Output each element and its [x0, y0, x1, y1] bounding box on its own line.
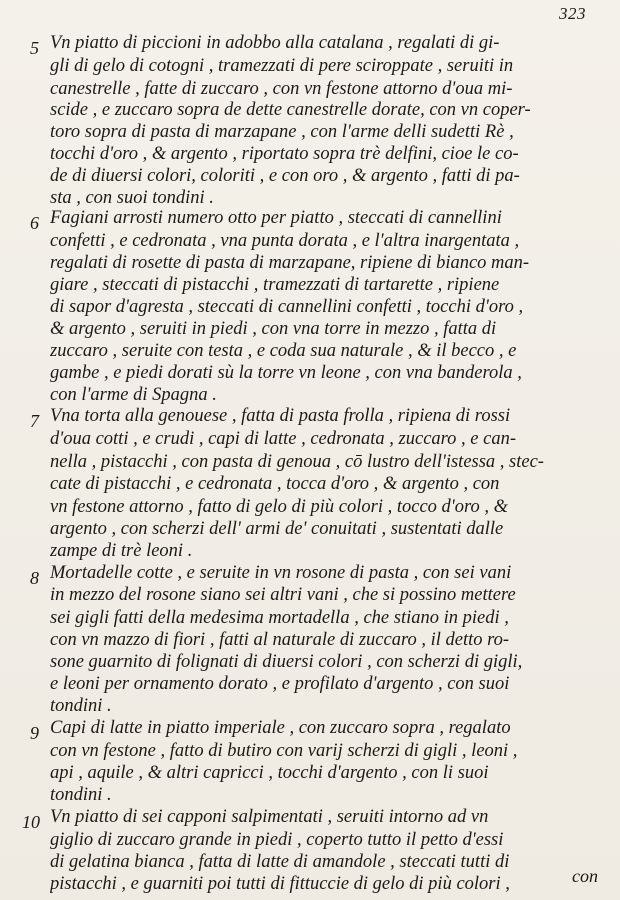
entry-text-line: sta , con suoi tondini . — [50, 188, 214, 208]
entry-text-line: di sapor d'agresta , steccati di cannellini confetti , tocchi d'oro , — [50, 297, 524, 317]
entry-number: 9 — [30, 723, 39, 743]
entry-text-line: confetti , e cedronata , vna punta dorata , e l'altra inargentata , — [50, 231, 520, 251]
entry-text-line: tondini . — [50, 785, 112, 805]
entry-text-line: zuccaro , seruite con testa , e coda sua naturale , & il becco , e — [50, 341, 517, 361]
entry-text-line: sone guarnito di folignati di diuersi colori , con scherzi di gigli, — [50, 652, 523, 672]
entry-text-line: in mezzo del rosone siano sei altri vani , che si possino mettere — [50, 585, 516, 605]
entry-text-line: Capi di latte in piatto imperiale , con zuccaro sopra , regalato — [50, 718, 511, 738]
entry-text-line: Vn piatto di sei capponi salpimentati , seruiti intorno ad vn — [50, 807, 489, 827]
entry-text-line: pistacchi , e guarniti poi tutti di fittuccie di gelo di più colori , — [50, 874, 510, 894]
entry-text-line: sei gigli fatti della medesima mortadella , che stiano in piedi , — [50, 608, 509, 628]
entry-text-line: de di diuersi colori, coloriti , e con oro , & argento , fatti di pa- — [50, 166, 520, 186]
entry-text-line: Vn piatto di piccioni in adobbo alla catalana , regalati di gi- — [50, 33, 500, 53]
entry-number: 6 — [30, 213, 39, 233]
entry-text-line: con l'arme di Spagna . — [50, 385, 217, 405]
entry-text-line: con vn mazzo di fiori , fatti al naturale di zuccaro , il detto ro- — [50, 630, 510, 650]
entry-text-line: scide , e zuccaro sopra de dette canestrelle dorate, con vn coper- — [50, 100, 531, 120]
page-number: 323 — [559, 4, 586, 23]
entry-text-line: gli di gelo di cotogni , tramezzati di pere sciroppate , seruiti in — [50, 56, 514, 76]
entry-text-line: argento , con scherzi dell' armi de' conuitati , sustentati dalle — [50, 519, 504, 539]
entry-text-line: gambe , e piedi dorati sù la torre vn leone , con vna banderola , — [50, 363, 522, 383]
entry-text-line: tocchi d'oro , & argento , riportato sopra trè delfini, cioe le co- — [50, 144, 519, 164]
entry-text-line: tondini . — [50, 696, 112, 716]
entry-text-line: toro sopra di pasta di marzapane , con l'arme delli sudetti Rè , — [50, 122, 514, 142]
entry-number: 7 — [30, 411, 39, 431]
entry-text-line: zampe di trè leoni . — [50, 541, 193, 561]
entry-text-line: con vn festone , fatto di butiro con varij scherzi di gigli , leoni , — [50, 741, 518, 761]
entry-text-line: & argento , seruiti in piedi , con vna torre in mezzo , fatta di — [50, 319, 497, 339]
entry-text-line: cate di pistacchi , e cedronata , tocca d'oro , & argento , con — [50, 474, 500, 494]
entry-number: 5 — [30, 38, 39, 58]
entry-text-line: giglio di zuccaro grande in piedi , coperto tutto il petto d'essi — [50, 830, 504, 850]
entry-text-line: canestrelle , fatte di zuccaro , con vn festone attorno d'oua mi- — [50, 79, 513, 99]
entry-text-line: Mortadelle cotte , e seruite in vn rosone di pasta , con sei vani — [50, 563, 512, 583]
entry-number: 10 — [22, 812, 40, 832]
entry-number: 8 — [30, 568, 39, 588]
entry-text-line: vn festone attorno , fatto di gelo di più colori , tocco d'oro , & — [50, 497, 509, 517]
entry-text-line: d'oua cotti , e crudi , capi di latte , cedronata , zuccaro , e can- — [50, 429, 517, 449]
entry-text-line: Fagiani arrosti numero otto per piatto , steccati di cannellini — [50, 208, 502, 228]
entry-text-line: giare , steccati di pistacchi , tramezzati di tartarette , ripiene — [50, 275, 500, 295]
entry-text-line: e leoni per ornamento dorato , e profilato d'argento , con suoi — [50, 674, 510, 694]
catchword: con — [572, 866, 598, 886]
entry-text-line: Vna torta alla genouese , fatta di pasta frolla , ripiena di rossi — [50, 406, 511, 426]
entry-text-line: api , aquile , & altri capricci , tocchi d'argento , con li suoi — [50, 763, 489, 783]
entry-text-line: regalati di rosette di pasta di marzapane, ripiene di bianco man- — [50, 253, 530, 273]
entry-text-line: nella , pistacchi , con pasta di genoua , cō lustro dell'istessa , stec- — [50, 452, 544, 472]
entry-text-line: di gelatina bianca , fatta di latte di amandole , steccati tutti di — [50, 852, 510, 872]
